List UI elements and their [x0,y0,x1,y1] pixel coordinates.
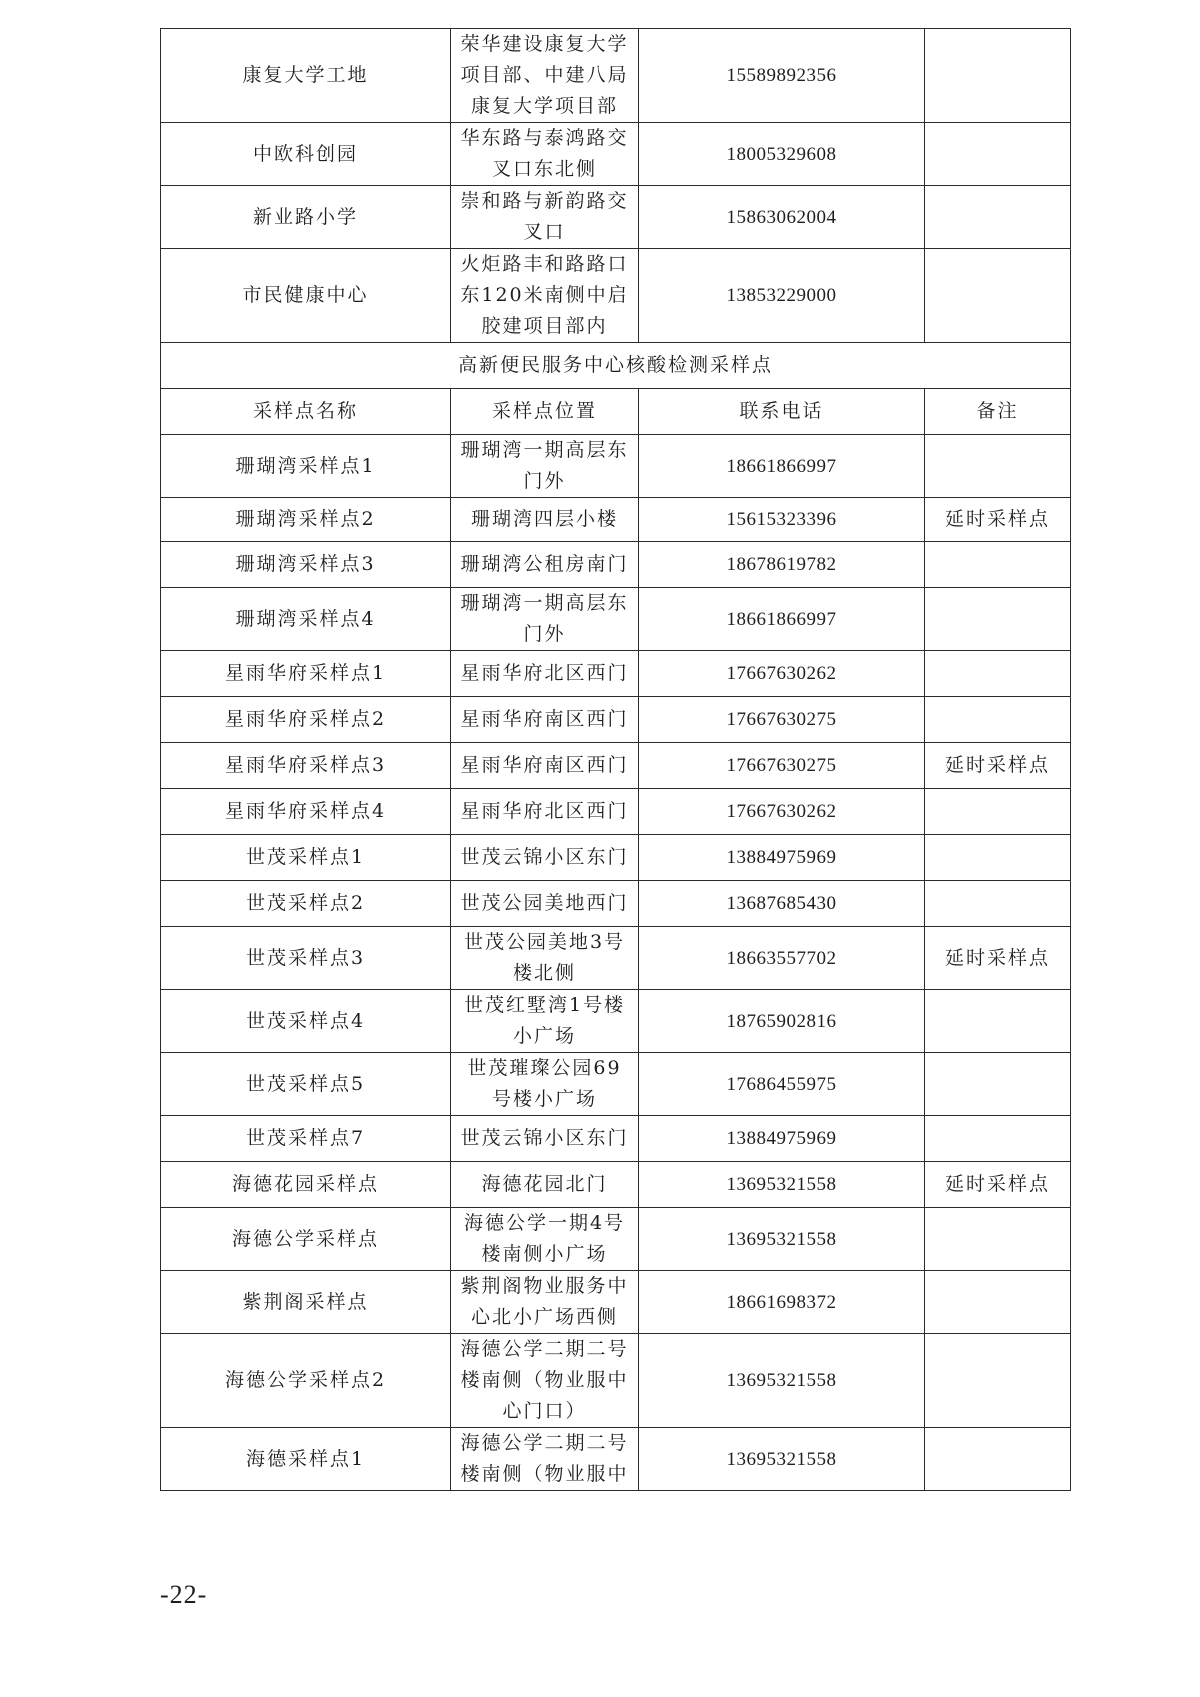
point-location-cell: 珊瑚湾一期高层东门外 [451,435,639,498]
point-name-cell: 海德花园采样点 [161,1162,451,1208]
table-row [161,881,1071,927]
note-cell [925,186,1071,249]
phone-cell: 18765902816 [639,990,925,1053]
phone-cell: 13695321558 [639,1208,925,1271]
note-cell [925,249,1071,343]
point-name-cell: 世茂采样点1 [161,835,451,881]
point-name-cell: 世茂采样点4 [161,990,451,1053]
table-row [161,1428,1071,1491]
point-name-cell: 珊瑚湾采样点2 [161,498,451,542]
phone-cell: 13695321558 [639,1162,925,1208]
point-name-cell: 市民健康中心 [161,249,451,343]
table-row [161,651,1071,697]
point-name-cell: 中欧科创园 [161,123,451,186]
point-location-cell: 星雨华府北区西门 [451,789,639,835]
point-name-cell: 世茂采样点2 [161,881,451,927]
phone-cell: 13884975969 [639,835,925,881]
point-location-cell: 紫荆阁物业服务中心北小广场西侧 [451,1271,639,1334]
table-row [161,835,1071,881]
table-row [161,927,1071,990]
point-name-cell: 新业路小学 [161,186,451,249]
point-name-cell: 紫荆阁采样点 [161,1271,451,1334]
point-name-cell: 世茂采样点7 [161,1116,451,1162]
sampling-points-table [160,28,1071,1491]
note-cell [925,588,1071,651]
header-row [161,389,1071,435]
note-cell: 延时采样点 [925,498,1071,542]
table-row [161,743,1071,789]
note-cell [925,881,1071,927]
section-title: 高新便民服务中心核酸检测采样点 [161,343,1071,389]
note-cell [925,1116,1071,1162]
note-cell: 延时采样点 [925,743,1071,789]
point-location-cell: 海德公学二期二号楼南侧（物业服中 [451,1428,639,1491]
note-cell: 延时采样点 [925,927,1071,990]
point-name-cell: 星雨华府采样点4 [161,789,451,835]
point-location-cell: 世茂红墅湾1号楼小广场 [451,990,639,1053]
phone-cell: 18678619782 [639,542,925,588]
phone-cell: 13687685430 [639,881,925,927]
point-location-cell: 荣华建设康复大学项目部、中建八局康复大学项目部 [451,29,639,123]
table-row [161,1162,1071,1208]
point-name-cell: 星雨华府采样点1 [161,651,451,697]
table-row [161,435,1071,498]
point-name-cell: 康复大学工地 [161,29,451,123]
point-location-cell: 世茂公园美地西门 [451,881,639,927]
point-location-cell: 珊瑚湾四层小楼 [451,498,639,542]
phone-cell: 15589892356 [639,29,925,123]
table-row [161,1053,1071,1116]
note-cell [925,789,1071,835]
point-name-cell: 星雨华府采样点2 [161,697,451,743]
point-location-cell: 世茂云锦小区东门 [451,835,639,881]
note-cell [925,29,1071,123]
phone-cell: 15863062004 [639,186,925,249]
note-cell [925,1428,1071,1491]
point-location-cell: 珊瑚湾公租房南门 [451,542,639,588]
point-location-cell: 海德公学二期二号楼南侧（物业服中心门口） [451,1334,639,1428]
phone-cell: 13853229000 [639,249,925,343]
note-cell [925,990,1071,1053]
table-row [161,990,1071,1053]
phone-cell: 18661698372 [639,1271,925,1334]
phone-cell: 18663557702 [639,927,925,990]
table-row [161,1116,1071,1162]
note-cell [925,435,1071,498]
table-row [161,1334,1071,1428]
table-row [161,1271,1071,1334]
phone-cell: 18661866997 [639,588,925,651]
section-title-row [161,343,1071,389]
header-phone: 联系电话 [639,389,925,435]
note-cell: 延时采样点 [925,1162,1071,1208]
phone-cell: 13695321558 [639,1334,925,1428]
point-name-cell: 世茂采样点5 [161,1053,451,1116]
note-cell [925,1271,1071,1334]
point-name-cell: 海德公学采样点2 [161,1334,451,1428]
point-location-cell: 崇和路与新韵路交叉口 [451,186,639,249]
note-cell [925,697,1071,743]
point-name-cell: 海德采样点1 [161,1428,451,1491]
point-location-cell: 火炬路丰和路路口东120米南侧中启胶建项目部内 [451,249,639,343]
header-note: 备注 [925,389,1071,435]
phone-cell: 17667630262 [639,789,925,835]
table-row [161,588,1071,651]
header-name: 采样点名称 [161,389,451,435]
note-cell [925,1334,1071,1428]
table-row [161,697,1071,743]
phone-cell: 18005329608 [639,123,925,186]
point-location-cell: 华东路与泰鸿路交叉口东北侧 [451,123,639,186]
point-name-cell: 星雨华府采样点3 [161,743,451,789]
point-location-cell: 星雨华府南区西门 [451,697,639,743]
note-cell [925,651,1071,697]
point-name-cell: 世茂采样点3 [161,927,451,990]
phone-cell: 18661866997 [639,435,925,498]
header-location: 采样点位置 [451,389,639,435]
phone-cell: 17667630275 [639,743,925,789]
table-row [161,1208,1071,1271]
table-row [161,789,1071,835]
table-row [161,542,1071,588]
phone-cell: 15615323396 [639,498,925,542]
point-name-cell: 珊瑚湾采样点4 [161,588,451,651]
phone-cell: 13884975969 [639,1116,925,1162]
point-location-cell: 海德公学一期4号楼南侧小广场 [451,1208,639,1271]
phone-cell: 17667630262 [639,651,925,697]
point-location-cell: 星雨华府南区西门 [451,743,639,789]
note-cell [925,542,1071,588]
point-name-cell: 珊瑚湾采样点1 [161,435,451,498]
document-page [160,28,1070,1491]
point-location-cell: 世茂公园美地3号楼北侧 [451,927,639,990]
phone-cell: 17667630275 [639,697,925,743]
phone-cell: 17686455975 [639,1053,925,1116]
point-name-cell: 海德公学采样点 [161,1208,451,1271]
point-location-cell: 世茂云锦小区东门 [451,1116,639,1162]
page-number: -22- [160,1580,208,1609]
table-row [161,29,1071,123]
note-cell [925,123,1071,186]
table-row [161,249,1071,343]
note-cell [925,835,1071,881]
point-location-cell: 星雨华府北区西门 [451,651,639,697]
note-cell [925,1053,1071,1116]
table-row [161,498,1071,542]
note-cell [925,1208,1071,1271]
point-location-cell: 世茂璀璨公园69号楼小广场 [451,1053,639,1116]
point-name-cell: 珊瑚湾采样点3 [161,542,451,588]
table-row [161,123,1071,186]
table-row [161,186,1071,249]
phone-cell: 13695321558 [639,1428,925,1491]
point-location-cell: 珊瑚湾一期高层东门外 [451,588,639,651]
point-location-cell: 海德花园北门 [451,1162,639,1208]
